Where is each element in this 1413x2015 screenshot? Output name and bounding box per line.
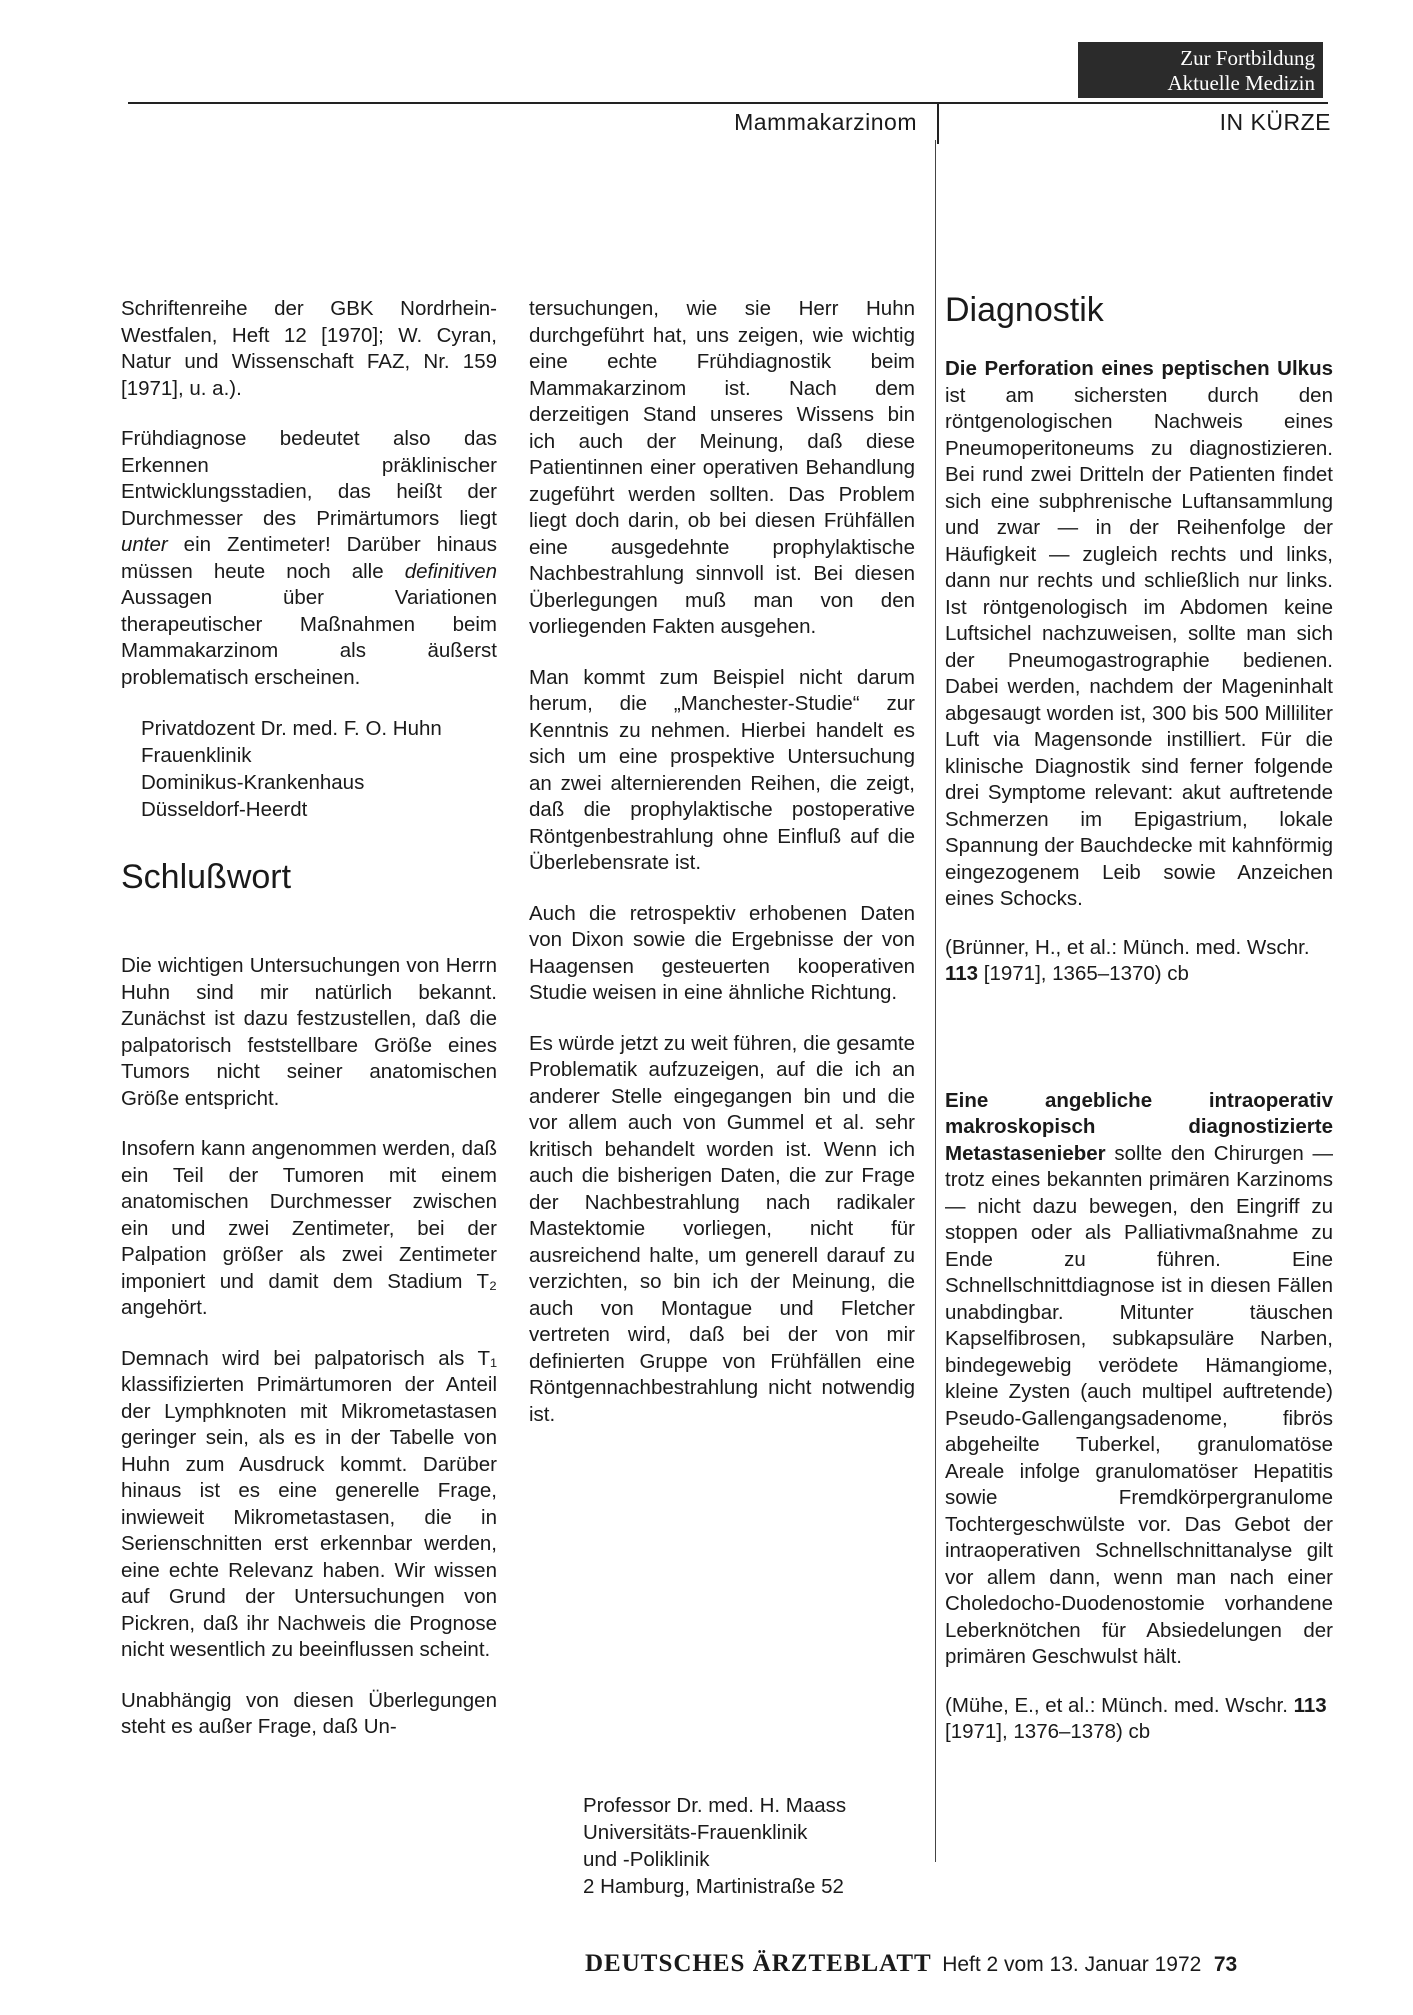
journal-name: DEUTSCHES ÄRZTEBLATT [585, 1950, 932, 1977]
column-3 [945, 291, 1333, 1768]
author-signature: Professor Dr. med. H. Maass Universitäts-Frauenklinik und -Poliklinik 2 Hamburg, Martinistraße 52 [583, 1794, 847, 1898]
running-head-topic: Mammakarzinom [734, 109, 917, 135]
paragraph: Die wichtigen Untersuchungen von Herrn Huhn sind mir natürlich bekannt. Zunächst ist dazu festzustellen, daß die palpatorisch feststellbare Größe eines Tumors nicht seiner anatomischen Größe entspricht. [121, 954, 497, 1110]
page-footer [585, 1950, 1320, 1978]
news-item: Eine angebliche intraoperativ makroskopisch diagnostizierte Metastasenieber sollte den Chirurgen — trotz eines bekannten primären Karzinoms — nicht dazu bewegen, den Eingriff zu stoppen oder als Palliativmaßnahme zu Ende zu führen. Eine Schnellschnittdiagnose ist in diesen Fällen unabdingbar. Mitunter täuschen Kapselfibrosen, subkapsuläre Narben, bindegewebig verödete Hämangiome, kleine Zysten (auch multipel auftretende) Pseudo-Gallengangsadenome, fibrös abgeheilte Tuberkel, granulomatöse Areale infolge granulomatöser Hepatitis sowie Fremdkörpergranulome Tochtergeschwülste vor. Das Gebot der intraoperativen Schnellschnittanalyse gilt vor allem dann, wenn man nach einer Choledocho-Duodenostomie vorhandene Leberknötchen für Absiedelungen der primären Geschwulst hält. [945, 1088, 1333, 1668]
column-2 [529, 296, 915, 1452]
column-1 [121, 296, 497, 1765]
news-item: Die Perforation eines peptischen Ulkus ist am sichersten durch den röntgenologischen Nachweis eines Pneumoperitoneums zu diagnostizieren. Bei rund zwei Dritteln der Patienten findet sich eine subphrenische Luftansammlung und zwar — in der Reihenfolge der Häufigkeit — zugleich rechts und links, dann nur rechts und schließlich nur links. Ist röntgenologisch im Abdomen keine Luftsichel nachzuweisen, sollte man sich der Pneumogastrographie bedienen. Dabei werden, nachdem der Mageninhalt abgesaugt worden ist, 300 bis 500 Milliliter Luft via Magensonde instilliert. Für die klinische Diagnostik sind ferner folgende drei Symptome relevant: akut auftretende Schmerzen im Epigastrium, lokale Spannung der Bauchdecke mit kahnförmig eingezogenem Leib sowie Anzeichen eines Schocks. [945, 357, 1333, 910]
emphasis: unter [121, 533, 168, 556]
paragraph: Man kommt zum Beispiel nicht darum herum, die „Manchester-Studie“ zur Kenntnis zu nehmen. Hierbei handelt es sich um eine prospektive Untersuchung an zwei alternierenden Reihen, die zeigt, daß die prophylaktische postoperative Röntgenbestrahlung ohne Einfluß auf die Überlebensrate ist. [529, 665, 915, 874]
paragraph: tersuchungen, wie sie Herr Huhn durchgeführt hat, uns zeigen, wie wichtig eine echte Frühdiagnostik beim Mammakarzinom ist. Nach dem derzeitigen Stand unseres Wissens bin ich auch der Meinung, daß diese Patientinnen einer operativen Behandlung zugeführt werden sollten. Das Problem liegt doch darin, ob bei diesen Frühfällen eine ausgedehnte prophylaktische Nachbestrahlung sinnvoll ist. Bei diesen Überlegungen muß man von den vorliegenden Fakten ausgehen. [529, 297, 915, 638]
section-title-schlusswort: Schlußwort [121, 858, 292, 896]
badge-line-1: Zur Fortbildung [1180, 46, 1315, 70]
paragraph: Auch die retrospektiv erhobenen Daten von Dixon sowie die Ergebnisse der von Haagensen gesteuerten kooperativen Studie weisen in eine ähnliche Richtung. [529, 901, 915, 1004]
issue-info: Heft 2 vom 13. Januar 1972 [942, 1953, 1202, 1976]
paragraph: Insofern kann angenommen werden, daß ein Teil der Tumoren mit einem anatomischen Durchmesser zwischen ein und zwei Zentimeter, bei der Palpation größer als zwei Zentimeter imponiert und damit dem Stadium T₂ angehört. [121, 1137, 497, 1319]
header-divider [937, 104, 939, 144]
section-badge [1078, 42, 1323, 98]
item-lead: Eine angebliche intraoperativ makroskopisch diagnostizierte Metastasenieber [945, 1088, 1333, 1165]
item-lead: Die Perforation eines peptischen Ulkus [945, 357, 1333, 380]
section-title-diagnostik: Diagnostik [945, 291, 1104, 329]
reference: (Mühe, E., et al.: Münch. med. Wschr. 113 [1971], 1376–1378) cb [945, 1693, 1327, 1743]
paragraph: Demnach wird bei palpatorisch als T₁ klassifizierten Primärtumoren der Anteil der Lymphknoten mit Mikrometastasen geringer sein, als es in der Tabelle von Huhn zum Ausdruck kommt. Darüber hinaus ist es eine generelle Frage, inwieweit Mikrometastasen, die in Serienschnitten erst erkennbar werden, eine echte Relevanz haben. Wir wissen auf Grund der Untersuchungen von Pickren, daß ihr Nachweis die Prognose nicht wesentlich zu beeinflussen scheint. [121, 1346, 497, 1661]
reference: (Brünner, H., et al.: Münch. med. Wschr. 113 [1971], 1365–1370) cb [945, 935, 1310, 985]
author-signature: Privatdozent Dr. med. F. O. Huhn Frauenklinik Dominikus-Krankenhaus Düsseldorf-Heerdt [141, 717, 442, 821]
paragraph: Schriftenreihe der GBK Nordrhein-Westfalen, Heft 12 [1970]; W. Cyran, Natur und Wissenschaft FAZ, Nr. 159 [1971], u. a.). [121, 297, 497, 400]
header-rule [128, 102, 1328, 104]
paragraph: Frühdiagnose bedeutet also das Erkennen präklinischer Entwicklungsstadien, das heißt der Durchmesser des Primärtumors liegt unter ein Zentimeter! Darüber hinaus müssen heute noch alle definitiven Aussagen über Variationen therapeutischer Maßnahmen beim Mammakarzinom als äußerst problematisch erscheinen. [121, 427, 497, 689]
running-head-section: IN KÜRZE [1219, 109, 1331, 135]
emphasis: definitiven [404, 559, 497, 583]
paragraph: Unabhängig von diesen Überlegungen steht es außer Frage, daß Un- [121, 1688, 497, 1738]
badge-line-2: Aktuelle Medizin [1167, 71, 1315, 95]
paragraph: Es würde jetzt zu weit führen, die gesamte Problematik aufzuzeigen, auf die ich an anderer Stelle eingegangen bin und die vor allem auch von Gummel et al. sehr kritisch behandelt worden ist. Wenn ich auch die bisherigen Daten, die zur Frage der Nachbestrahlung nach radikaler Mastektomie vorliegen, nicht für ausreichend halte, um generell darauf zu verzichten, so bin ich der Meinung, die auch von Montague und Fletcher vertreten wird, daß bei der von mir definierten Gruppe von Frühfällen eine Röntgennachbestrahlung nicht notwendig ist. [529, 1031, 915, 1426]
page-number: 73 [1213, 1953, 1238, 1976]
column-rule [935, 140, 936, 1862]
